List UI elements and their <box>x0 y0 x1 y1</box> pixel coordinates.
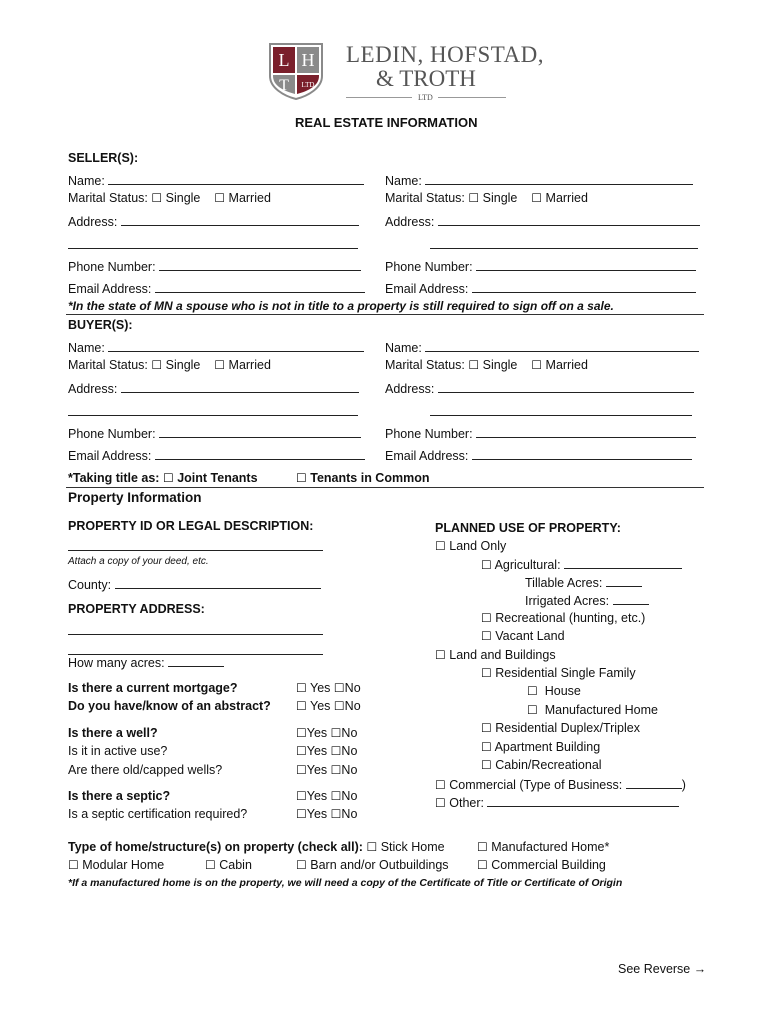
seller2-phone-field[interactable] <box>385 258 696 275</box>
duplex-option <box>481 720 640 736</box>
active-yesno <box>296 743 357 759</box>
commercial-option <box>435 776 686 793</box>
divider-sellers <box>66 314 704 315</box>
firm-logo <box>268 42 324 100</box>
capped-yes-checkbox[interactable]: ☐ <box>296 763 307 777</box>
recreational-label: Recreational (hunting, etc.) <box>495 611 646 625</box>
vacant-option <box>481 628 565 644</box>
barn-checkbox[interactable]: ☐ <box>296 858 307 872</box>
cert-no-checkbox[interactable]: ☐ <box>330 807 342 821</box>
seller2-marital-row <box>385 190 588 206</box>
q-septic-cert: Is a septic certification required? <box>68 807 248 821</box>
buyer1-address-field[interactable] <box>68 380 359 397</box>
abstract-no-checkbox[interactable]: ☐ <box>333 699 345 713</box>
land-only-checkbox[interactable]: ☐ <box>435 539 446 553</box>
buyer2-married-checkbox[interactable]: ☐ <box>531 358 543 372</box>
cabin-rec-checkbox[interactable]: ☐ <box>481 758 492 772</box>
tenants-common-label: Tenants in Common <box>310 471 430 485</box>
buyer2-single-checkbox[interactable]: ☐ <box>468 358 480 372</box>
firm-rule-left <box>346 97 412 98</box>
commercial-type-field[interactable] <box>626 776 682 789</box>
structure-cabin <box>205 857 252 873</box>
apartment-label: Apartment Building <box>494 740 601 754</box>
vacant-label: Vacant Land <box>495 629 565 643</box>
cabin-label: Cabin <box>219 858 252 872</box>
buyer2-address-line2[interactable] <box>430 403 692 420</box>
taking-title-label: *Taking title as: <box>68 471 160 485</box>
sellers-heading: SELLER(S): <box>68 151 139 165</box>
cert-yes-checkbox[interactable]: ☐ <box>296 807 307 821</box>
commercial-checkbox[interactable]: ☐ <box>435 778 446 792</box>
logo-letter-t: T <box>279 77 289 94</box>
logo-letter-h: H <box>301 50 315 70</box>
buyer1-address-line2[interactable] <box>68 403 358 420</box>
seller2-address-field[interactable] <box>385 213 700 230</box>
buyer2-email-field[interactable] <box>385 447 692 464</box>
duplex-label: Residential Duplex/Triplex <box>495 721 640 735</box>
cabin-rec-option <box>481 757 602 773</box>
land-buildings-checkbox[interactable]: ☐ <box>435 648 446 662</box>
no-label: No <box>341 744 358 758</box>
commercial-close: ) <box>681 778 686 792</box>
yes-label: Yes <box>306 726 328 740</box>
buyer1-name-field[interactable] <box>68 339 364 356</box>
buyer2-address-label: Address: <box>385 382 435 396</box>
county-label: County: <box>68 578 112 592</box>
q-active-use: Is it in active use? <box>68 744 168 758</box>
seller2-name-field[interactable] <box>385 172 693 189</box>
buyer2-address-field[interactable] <box>385 380 694 397</box>
seller1-email-field[interactable] <box>68 280 365 297</box>
seller2-marital-label: Marital Status: <box>385 191 465 205</box>
firm-name-line1: LEDIN, HOFSTAD, <box>346 42 544 67</box>
buyer2-name-label: Name: <box>385 341 422 355</box>
seller1-phone-label: Phone Number: <box>68 260 156 274</box>
property-id-field[interactable] <box>68 538 323 555</box>
firm-name-line2: & TROTH <box>376 66 476 91</box>
seller1-married-label: Married <box>228 191 271 205</box>
seller-spouse-note: *In the state of MN a spouse who is not in title to a property is still required to sign off on a sale. <box>68 299 614 313</box>
property-id-label: PROPERTY ID OR LEGAL DESCRIPTION: <box>68 519 314 533</box>
commercial-building-checkbox[interactable]: ☐ <box>477 858 488 872</box>
land-only-option <box>435 538 506 554</box>
q-capped-wells: Are there old/capped wells? <box>68 763 223 777</box>
vacant-checkbox[interactable]: ☐ <box>481 629 492 643</box>
buyer1-married-checkbox[interactable]: ☐ <box>214 358 226 372</box>
irrigated-label: Irrigated Acres: <box>525 594 610 608</box>
structure-commercial <box>477 857 606 873</box>
agricultural-option <box>481 556 682 573</box>
buyer2-single-label: Single <box>482 358 518 372</box>
q-septic: Is there a septic? <box>68 789 171 803</box>
seller1-name-label: Name: <box>68 174 105 188</box>
seller2-name-label: Name: <box>385 174 422 188</box>
no-label: No <box>341 807 358 821</box>
cert-yesno <box>296 806 357 822</box>
joint-tenants-label: Joint Tenants <box>177 471 258 485</box>
recreational-checkbox[interactable]: ☐ <box>481 611 492 625</box>
buyer1-married-label: Married <box>228 358 271 372</box>
yes-label: Yes <box>306 789 328 803</box>
buyer1-single-checkbox[interactable]: ☐ <box>151 358 163 372</box>
buyers-heading: BUYER(S): <box>68 318 133 332</box>
modular-home-checkbox[interactable]: ☐ <box>68 858 79 872</box>
buyer1-name-label: Name: <box>68 341 105 355</box>
buyer2-marital-row <box>385 357 588 373</box>
seller1-name-field[interactable] <box>68 172 364 189</box>
buyer1-email-label: Email Address: <box>68 449 152 463</box>
other-checkbox[interactable]: ☐ <box>435 796 446 810</box>
no-label: No <box>341 763 358 777</box>
residential-single-label: Residential Single Family <box>495 666 636 680</box>
structure-manufactured-checkbox[interactable]: ☐ <box>477 840 488 854</box>
property-address-label: PROPERTY ADDRESS: <box>68 602 205 616</box>
residential-single-checkbox[interactable]: ☐ <box>481 666 492 680</box>
seller1-address-line2[interactable] <box>68 236 358 253</box>
buyer2-phone-label: Phone Number: <box>385 427 473 441</box>
mortgage-no-checkbox[interactable]: ☐ <box>333 681 345 695</box>
property-heading: Property Information <box>68 490 202 505</box>
yes-label: Yes <box>306 744 328 758</box>
active-yes-checkbox[interactable]: ☐ <box>296 744 307 758</box>
seller1-single-checkbox[interactable]: ☐ <box>151 191 163 205</box>
seller2-married-label: Married <box>545 191 588 205</box>
house-option <box>527 683 581 699</box>
structure-label: Type of home/structure(s) on property (check all): <box>68 840 363 854</box>
structure-row-1 <box>68 839 445 855</box>
cabin-checkbox[interactable]: ☐ <box>205 858 216 872</box>
buyer2-name-field[interactable] <box>385 339 699 356</box>
structure-barn <box>296 857 449 873</box>
capped-yesno <box>296 762 357 778</box>
house-checkbox[interactable]: ☐ <box>527 684 538 698</box>
barn-label: Barn and/or Outbuildings <box>310 858 449 872</box>
other-field[interactable] <box>487 794 679 807</box>
abstract-yes-checkbox[interactable]: ☐ <box>296 699 307 713</box>
modular-home-label: Modular Home <box>82 858 165 872</box>
seller1-phone-field[interactable] <box>68 258 361 275</box>
other-option <box>435 794 679 811</box>
buyer1-phone-field[interactable] <box>68 425 361 442</box>
yes-label: Yes <box>310 699 331 713</box>
tenants-common-row <box>296 470 429 486</box>
seller2-married-checkbox[interactable]: ☐ <box>531 191 543 205</box>
seller2-single-checkbox[interactable]: ☐ <box>468 191 480 205</box>
seller1-address-label: Address: <box>68 215 118 229</box>
seller1-single-label: Single <box>165 191 201 205</box>
well-yesno <box>296 725 357 741</box>
seller1-email-label: Email Address: <box>68 282 152 296</box>
planned-use-heading: PLANNED USE OF PROPERTY: <box>435 521 621 535</box>
capped-no-checkbox[interactable]: ☐ <box>330 763 342 777</box>
firm-rule-right <box>438 97 506 98</box>
active-no-checkbox[interactable]: ☐ <box>330 744 342 758</box>
septic-yesno <box>296 788 357 804</box>
stick-home-label: Stick Home <box>380 840 445 854</box>
see-reverse-link[interactable]: See Reverse → <box>618 962 707 976</box>
page-title: REAL ESTATE INFORMATION <box>295 115 478 130</box>
land-only-label: Land Only <box>449 539 507 553</box>
no-label: No <box>341 726 358 740</box>
seller1-address-field[interactable] <box>68 213 359 230</box>
structure-manufactured-label: Manufactured Home* <box>491 840 610 854</box>
manufactured-home-checkbox[interactable]: ☐ <box>527 703 538 717</box>
q-well: Is there a well? <box>68 726 158 740</box>
seller2-single-label: Single <box>482 191 518 205</box>
mortgage-yes-checkbox[interactable]: ☐ <box>296 681 307 695</box>
property-address-line1[interactable] <box>68 622 323 639</box>
structure-modular <box>68 857 164 873</box>
buyer2-phone-field[interactable] <box>385 425 696 442</box>
seller2-address-line2[interactable] <box>430 236 698 253</box>
buyer1-marital-label: Marital Status: <box>68 358 148 372</box>
joint-tenants-checkbox[interactable]: ☐ <box>162 471 174 485</box>
firm-ltd: LTD <box>418 93 433 102</box>
seller2-phone-label: Phone Number: <box>385 260 473 274</box>
acres-field[interactable] <box>68 654 224 671</box>
buyer1-single-label: Single <box>165 358 201 372</box>
no-label: No <box>344 699 361 713</box>
buyer2-email-label: Email Address: <box>385 449 469 463</box>
divider-buyers <box>66 487 704 488</box>
manufactured-option <box>527 702 658 718</box>
septic-yes-checkbox[interactable]: ☐ <box>296 789 307 803</box>
seller2-email-label: Email Address: <box>385 282 469 296</box>
yes-label: Yes <box>306 763 328 777</box>
duplex-checkbox[interactable]: ☐ <box>481 721 492 735</box>
seller1-married-checkbox[interactable]: ☐ <box>214 191 226 205</box>
abstract-yesno <box>296 698 361 714</box>
logo-ltd: LTD <box>301 81 315 89</box>
seller2-email-field[interactable] <box>385 280 696 297</box>
well-no-checkbox[interactable]: ☐ <box>330 726 342 740</box>
tenants-common-checkbox[interactable]: ☐ <box>296 471 307 485</box>
manufactured-home-label: Manufactured Home <box>544 703 658 717</box>
no-label: No <box>341 789 358 803</box>
buyer2-married-label: Married <box>545 358 588 372</box>
logo-letter-l: L <box>278 50 290 70</box>
recreational-option <box>481 610 645 626</box>
agricultural-field[interactable] <box>564 556 682 569</box>
house-label: House <box>544 684 581 698</box>
seller1-marital-row <box>68 190 271 206</box>
buyer1-phone-label: Phone Number: <box>68 427 156 441</box>
cabin-rec-label: Cabin/Recreational <box>495 758 602 772</box>
septic-no-checkbox[interactable]: ☐ <box>330 789 342 803</box>
land-buildings-option <box>435 647 556 663</box>
land-buildings-label: Land and Buildings <box>449 648 556 662</box>
buyer1-marital-row <box>68 357 271 373</box>
seller1-marital-label: Marital Status: <box>68 191 148 205</box>
acres-label: How many acres: <box>68 656 165 670</box>
q-mortgage: Is there a current mortgage? <box>68 681 238 695</box>
county-field[interactable] <box>68 576 321 593</box>
buyer1-address-label: Address: <box>68 382 118 396</box>
stick-home-checkbox[interactable]: ☐ <box>366 840 378 854</box>
agricultural-label: Agricultural: <box>494 558 561 572</box>
apartment-checkbox[interactable]: ☐ <box>481 740 492 754</box>
irrigated-acres-field[interactable] <box>525 592 649 609</box>
yes-label: Yes <box>306 807 328 821</box>
residential-single-option <box>481 665 636 681</box>
buyer2-marital-label: Marital Status: <box>385 358 465 372</box>
yes-label: Yes <box>310 681 331 695</box>
buyer1-email-field[interactable] <box>68 447 365 464</box>
q-abstract: Do you have/know of an abstract? <box>68 699 271 713</box>
mortgage-yesno <box>296 680 361 696</box>
well-yes-checkbox[interactable]: ☐ <box>296 726 307 740</box>
apartment-option <box>481 739 600 755</box>
commercial-building-label: Commercial Building <box>491 858 606 872</box>
other-label: Other: <box>449 796 484 810</box>
manufactured-note: *If a manufactured home is on the property, we will need a copy of the Certificate of Title or Certificate of Origin <box>68 877 623 889</box>
structure-manufactured <box>477 839 609 855</box>
attach-deed-note: Attach a copy of your deed, etc. <box>68 556 209 567</box>
seller2-address-label: Address: <box>385 215 435 229</box>
commercial-label: Commercial (Type of Business: <box>449 778 623 792</box>
agricultural-checkbox[interactable]: ☐ <box>481 558 492 572</box>
taking-title-row <box>68 470 258 486</box>
tillable-acres-field[interactable] <box>525 574 642 591</box>
tillable-label: Tillable Acres: <box>525 576 603 590</box>
no-label: No <box>344 681 361 695</box>
